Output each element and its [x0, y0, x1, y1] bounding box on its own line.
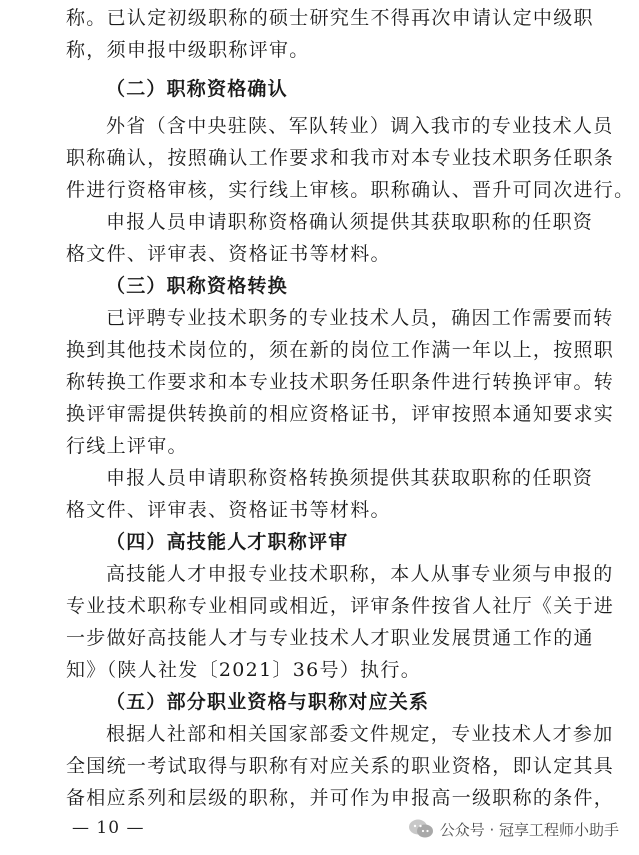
paragraph-line: 专业技术职称专业相同或相近，评审条件按省人社厅《关于进: [66, 595, 615, 617]
section-heading-5: （五）部分职业资格与职称对应关系: [106, 691, 430, 713]
paragraph-line: 全国统一考试取得与职称有对应关系的职业资格，即认定其具: [66, 755, 615, 777]
page-number: — 10 —: [72, 818, 145, 838]
paragraph-line: 知》（陕人社发〔2021〕36号）执行。: [66, 659, 422, 681]
section-heading-4: （四）高技能人才职称评审: [106, 531, 349, 553]
paragraph-line: 格文件、评审表、资格证书等材料。: [66, 243, 391, 265]
section-heading-2: （二）职称资格确认: [106, 78, 288, 100]
paragraph-line: 换评审需提供转换前的相应资格证书，评审按照本通知要求实: [66, 403, 615, 425]
wechat-watermark: [408, 816, 619, 842]
paragraph-line: 称。已认定初级职称的硕士研究生不得再次申请认定中级职: [66, 7, 594, 29]
section-heading-3: （三）职称资格转换: [106, 275, 288, 297]
paragraph-line: 外省（含中央驻陕、军队转业）调入我市的专业技术人员: [106, 115, 614, 137]
paragraph-line: 已评聘专业技术职务的专业技术人员，确因工作需要而转: [106, 307, 614, 329]
paragraph-line: 高技能人才申报专业技术职称，本人从事专业须与申报的: [106, 563, 614, 585]
paragraph-line: 换到其他技术岗位的，须在新的岗位工作满一年以上，按照职: [66, 339, 615, 361]
paragraph-line: 职称确认，按照确认工作要求和我市对本专业技术职务任职条: [66, 147, 615, 169]
paragraph-line: 称，须申报中级职称评审。: [66, 39, 310, 61]
paragraph-line: 一步做好高技能人才与专业技术人才职业发展贯通工作的通: [66, 627, 594, 649]
paragraph-line: 格文件、评审表、资格证书等材料。: [66, 499, 391, 521]
watermark-text: 公众号 · 冠享工程师小助手: [439, 820, 619, 839]
paragraph-line: 备相应系列和层级的职称，并可作为申报高一级职称的条件，: [66, 787, 615, 809]
paragraph-line: 申报人员申请职称资格确认须提供其获取职称的任职资: [106, 211, 594, 233]
paragraph-line: 件进行资格审核，实行线上审核。职称确认、晋升可同次进行。: [66, 179, 635, 201]
paragraph-line: 行线上评审。: [66, 435, 188, 457]
paragraph-line: 根据人社部和相关国家部委文件规定，专业技术人才参加: [106, 723, 614, 745]
paragraph-line: 申报人员申请职称资格转换须提供其获取职称的任职资: [106, 467, 594, 489]
wechat-icon: [408, 818, 434, 840]
paragraph-line: 称转换工作要求和本专业技术职务任职条件进行转换评审。转: [66, 371, 615, 393]
